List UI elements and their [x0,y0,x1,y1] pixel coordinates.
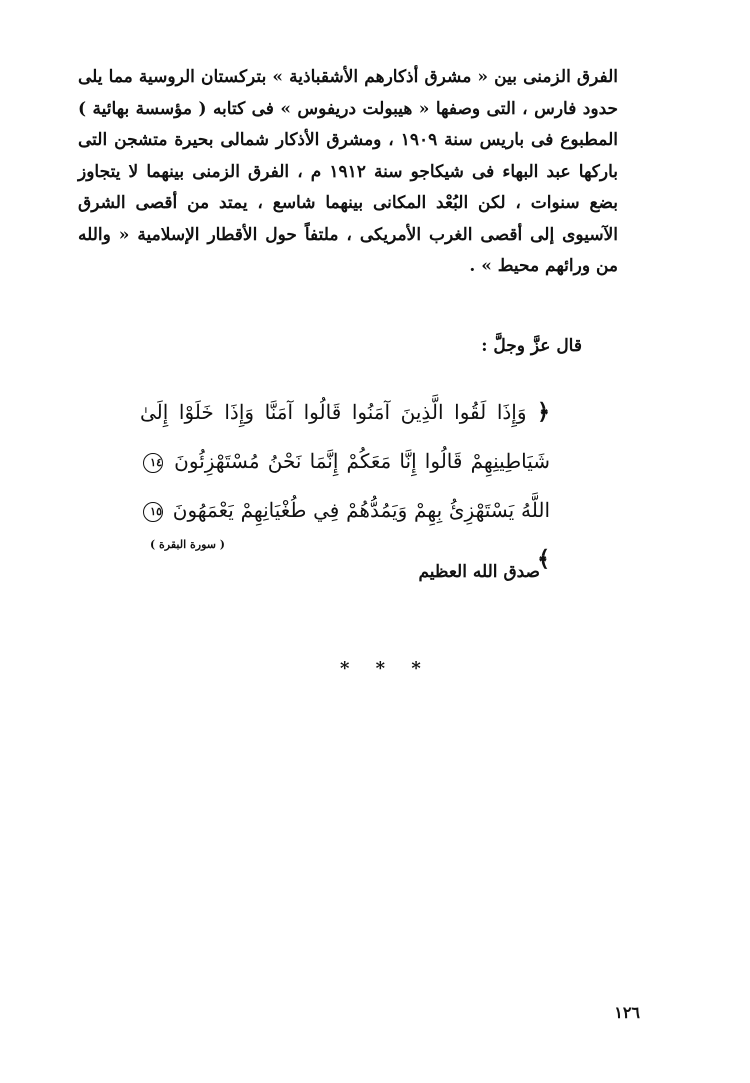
quran-verse [140,388,550,584]
page-number: ١٢٦ [614,1003,640,1022]
verse-text-part2: اللَّهُ يَسْتَهْزِئُ بِهِمْ وَيَمُدُّهُمْ فِي طُغْيَانِهِمْ يَعْمَهُونَ [172,498,551,522]
body-paragraph [78,62,618,283]
ayah-number-15: ١٥ [143,502,163,522]
verse-text-part1: وَإِذَا لَقُوا الَّذِينَ آمَنُوا قَالُوا آمَنَّا وَإِذَا خَلَوْا إِلَىٰ شَيَاطِينِهِمْ قَالُوا إِنَّا مَعَكُمْ إِنَّمَا نَحْنُ مُسْتَهْزِئُونَ [140,400,551,473]
paragraph-text: الفرق الزمنى بين « مشرق أذكارهم الأشقباذية » بتركستان الروسية مما يلى حدود فارس ، التى وصفها « هيبولت دريفوس » فى كتابه ( مؤسسة بهائية ) المطبوع فى باريس سنة ١٩٠٩ ، ومشرق الأذكار شمالى بحيرة متشجن التى باركها عبد البهاء فى شيكاجو سنة ١٩١٢ م ، الفرق الزمنى بينهما لا يتجاوز بضع سنوات ، لكن البُعْد المكانى بينهما شاسع ، يمتد من أقصى الشرق الآسيوى إلى أقصى الغرب الأمريكى ، ملتفاً حول الأقطار الإسلامية « والله من ورائهم محيط » . [78,67,618,276]
verse-open-bracket: ﴿ [537,399,550,425]
quote-intro: قال عزَّ وجلَّ : [481,336,582,356]
ayah-number-14: ١٤ [143,453,163,473]
surah-reference: ( سورة البقرة ) [150,538,225,551]
section-separator: * * * [340,658,431,679]
closing-phrase: صدق الله العظيم [418,562,540,582]
verse-close-bracket: ﴾ [537,546,550,572]
